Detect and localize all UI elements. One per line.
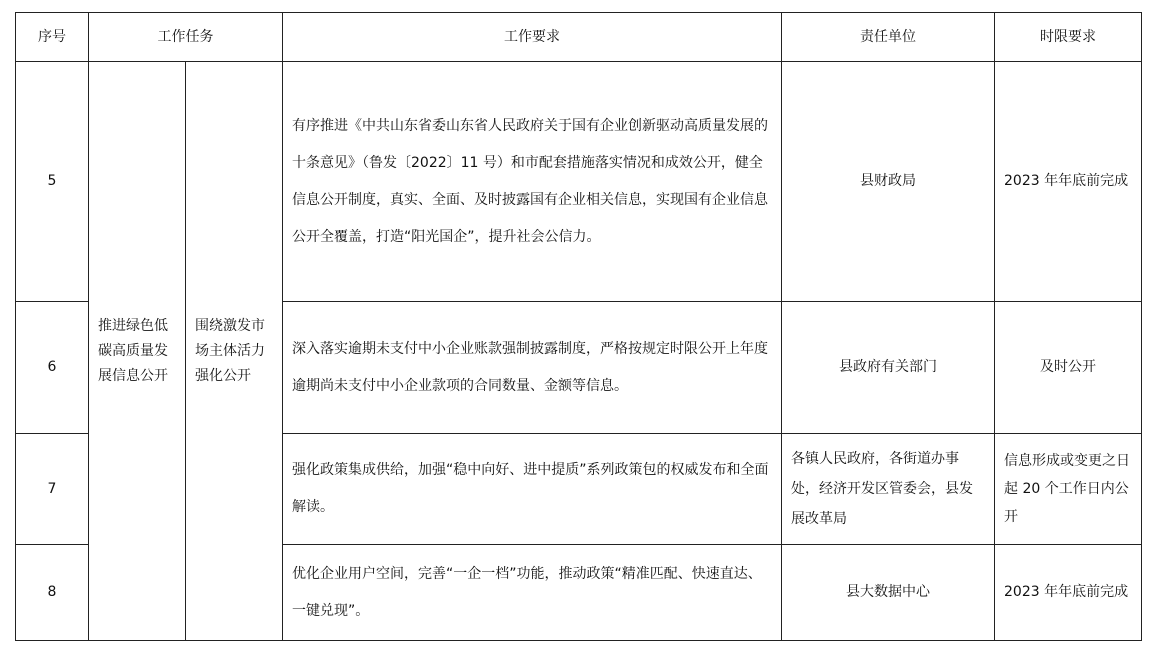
- header-unit: 责任单位: [782, 13, 995, 62]
- row-unit: 县大数据中心: [782, 545, 995, 641]
- header-requirement: 工作要求: [283, 13, 782, 62]
- table-row: [16, 62, 1142, 302]
- row-deadline: 及时公开: [995, 302, 1142, 434]
- row-deadline: 2023 年年底前完成: [995, 62, 1142, 302]
- row-deadline: 信息形成或变更之日起 20 个工作日内公开: [995, 434, 1142, 545]
- row-requirement: 优化企业用户空间，完善“一企一档”功能，推动政策“精准匹配、快速直达、一键兑现”。: [283, 545, 782, 641]
- header-deadline: 时限要求: [995, 13, 1142, 62]
- row-seq: 5: [16, 62, 89, 302]
- task-category: 推进绿色低碳高质量发展信息公开: [89, 62, 186, 641]
- row-unit: 各镇人民政府，各街道办事处，经济开发区管委会，县发展改革局: [782, 434, 995, 545]
- task-subcategory: 围绕激发市场主体活力强化公开: [186, 62, 283, 641]
- header-row: [16, 13, 1142, 62]
- row-seq: 7: [16, 434, 89, 545]
- row-seq: 8: [16, 545, 89, 641]
- row-requirement: 有序推进《中共山东省委山东省人民政府关于国有企业创新驱动高质量发展的十条意见》（鲁发〔2022〕11 号）和市配套措施落实情况和成效公开，健全信息公开制度，真实、全面、及时披露国有企业相关信息，实现国有企业信息公开全覆盖，打造“阳光国企”，提升社会公信力。: [283, 62, 782, 302]
- row-unit: 县财政局: [782, 62, 995, 302]
- work-task-table: [15, 12, 1142, 641]
- row-unit: 县政府有关部门: [782, 302, 995, 434]
- row-requirement: 强化政策集成供给，加强“稳中向好、进中提质”系列政策包的权威发布和全面解读。: [283, 434, 782, 545]
- row-requirement: 深入落实逾期未支付中小企业账款强制披露制度，严格按规定时限公开上年度逾期尚未支付中小企业款项的合同数量、金额等信息。: [283, 302, 782, 434]
- header-task: 工作任务: [89, 13, 283, 62]
- row-seq: 6: [16, 302, 89, 434]
- header-seq: 序号: [16, 13, 89, 62]
- row-deadline: 2023 年年底前完成: [995, 545, 1142, 641]
